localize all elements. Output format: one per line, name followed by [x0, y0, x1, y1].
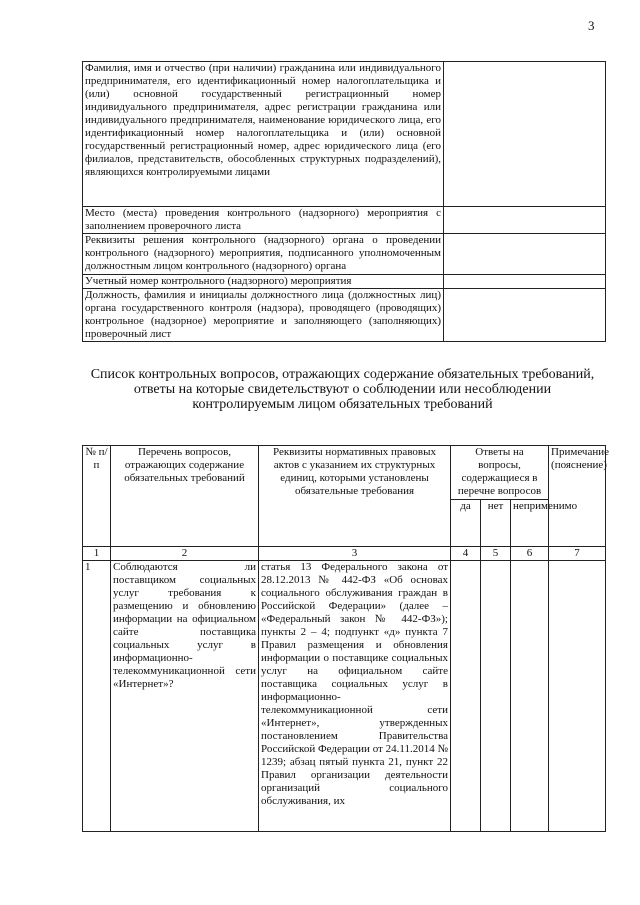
column-number: 4 — [451, 547, 481, 561]
requisites-text: статья 13 Федерального закона от 28.12.2013 № 442-ФЗ «Об основах социального обслуживания граждан в Российской Федерации» (далее – «Федеральный закон № 442-ФЗ»); пункты 2 – 4; подпункт «д» пункта 7 Правил размещения и обновления информации о поставщике социальных услуг на официальном сайте поставщика социальных услуг в информационно-телекоммуникационной сети «Интернет», утвержденных постановлением Правительства Российской Федерации от 24.11.2014 № 1239; абзац пятый пункта 21, пункт 22 Правил организации деятельности организаций социального обслуживания, их — [259, 561, 451, 832]
header-num: № п/п — [83, 446, 111, 547]
answer-no-cell — [481, 561, 511, 832]
column-number: 1 — [83, 547, 111, 561]
info-value-cell — [444, 62, 606, 207]
note-cell — [549, 561, 606, 832]
inspection-info-table — [82, 61, 606, 342]
table-row — [83, 561, 606, 832]
column-number: 7 — [549, 547, 606, 561]
info-value-cell — [444, 275, 606, 289]
info-label: Фамилия, имя и отчество (при наличии) гражданина или индивидуального предпринимателя, его идентификационный номер налогоплательщика и (или) основной государственный регистрационный номер индивидуального предпринимателя, адрес регистрации гражданина или индивидуального предпринимателя, наименование юридического лица, его идентификационный номер налогоплательщика и (или) основной государственный регистрационный номер, адрес юридического лица (его филиалов, представительств, обособленных структурных подразделений), являющихся контролируемыми лицами — [83, 62, 444, 207]
page-number: 3 — [588, 18, 595, 33]
table-row — [83, 234, 606, 275]
header-na: неприменимо — [511, 500, 549, 547]
header-note: Примечание (пояснение) — [549, 446, 606, 547]
table-row — [83, 62, 606, 207]
table-row — [83, 207, 606, 234]
column-number: 6 — [511, 547, 549, 561]
checklist-heading: Список контрольных вопросов, отражающих содержание обязательных требований, ответы на которые свидетельствуют о соблюдении или несоблюдении контролируемым лицом обязательных требований — [90, 367, 595, 412]
table-row — [83, 289, 606, 342]
header-questions: Перечень вопросов, отражающих содержание обязательных требований — [111, 446, 259, 547]
info-label: Реквизиты решения контрольного (надзорного) органа о проведении контрольного (надзорного) мероприятия, подписанного уполномоченным должностным лицом контрольного (надзорного) органа — [83, 234, 444, 275]
column-number: 2 — [111, 547, 259, 561]
checklist-table — [82, 445, 610, 832]
table-row — [83, 275, 606, 289]
header-answers: Ответы на вопросы, содержащиеся в перечне вопросов — [451, 446, 549, 500]
info-value-cell — [444, 234, 606, 275]
header-yes: да — [451, 500, 481, 547]
info-value-cell — [444, 207, 606, 234]
column-number-row — [83, 547, 606, 561]
info-value-cell — [444, 289, 606, 342]
column-number: 3 — [259, 547, 451, 561]
question-text: Соблюдаются ли поставщиком социальных услуг требования к размещению и обновлению информации на официальном сайте поставщика социальных услуг в информационно-телекоммуникационной сети «Интернет»? — [111, 561, 259, 832]
answer-na-cell — [511, 561, 549, 832]
info-label: Должность, фамилия и инициалы должностного лица (должностных лиц) органа государственного контроля (надзора), проводящего (проводящих) контрольное (надзорное) мероприятие и заполняющего (заполняющих) проверочный лист — [83, 289, 444, 342]
header-row — [83, 446, 606, 500]
answer-yes-cell — [451, 561, 481, 832]
column-number: 5 — [481, 547, 511, 561]
info-label: Учетный номер контрольного (надзорного) мероприятия — [83, 275, 444, 289]
header-no: нет — [481, 500, 511, 547]
info-label: Место (места) проведения контрольного (надзорного) мероприятия с заполнением проверочного листа — [83, 207, 444, 234]
row-number: 1 — [83, 561, 111, 832]
header-requisites: Реквизиты нормативных правовых актов с указанием их структурных единиц, которыми установлены обязательные требования — [259, 446, 451, 547]
